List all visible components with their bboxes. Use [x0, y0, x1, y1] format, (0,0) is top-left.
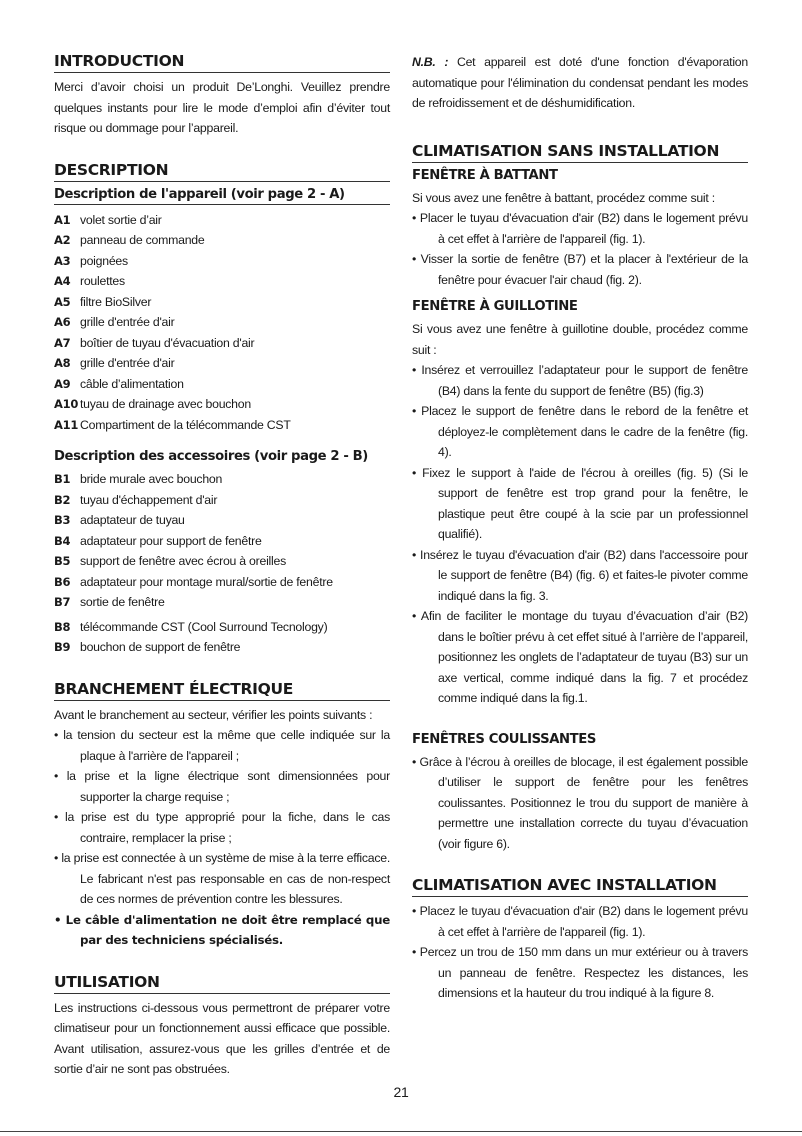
battant-intro: Si vous avez une fenêtre à battant, procédez comme suit : [412, 190, 715, 205]
bullet-item: • Fixez le support à l'aide de l'écrou à oreilles (fig. 5) (Si le support de fenêtre est trop grand pour la fenêtre, le plastique peut être coupé à la scie par un professionnel qualifié). [412, 465, 748, 541]
page-number: 21 [393, 1084, 409, 1100]
sans-installation-heading: CLIMATISATION SANS INSTALLATION [412, 142, 748, 163]
bullet-item: • Insérez et verrouillez l’adaptateur pour le support de fenêtre (B4) dans la fente du support de fenêtre (B5) (fig.3) [412, 363, 748, 398]
list-item: A8 grille d'entrée d'air [54, 356, 175, 370]
list-item: A11 Compartiment de la télécommande CST [54, 417, 291, 432]
list-item: B9 bouchon de support de fenêtre [54, 640, 241, 654]
utilisation-heading: UTILISATION [54, 973, 390, 994]
bullet-item: • la prise et la ligne électrique sont dimensionnées pour supporter la charge requise ; [54, 769, 390, 804]
bullet-item: • Visser la sortie de fenêtre (B7) et la placer à l'extérieur de la fenêtre pour évacuer l'air chaud (fig. 2). [412, 252, 748, 287]
bullet-item: • la prise est connectée à un système de mise à la terre efficace. Le fabricant n'est pas responsable en cas de non-respect de ces normes de prévention contre les blessures. [54, 851, 390, 906]
bullet-item: • Percez un trou de 150 mm dans un mur extérieur ou à travers un panneau de fenêtre. Respectez les distances, les dimensions et la hauteur du trou indiqué à la figure 8. [412, 945, 748, 1000]
branchement-heading: BRANCHEMENT ÉLECTRIQUE [54, 680, 390, 701]
bullet-item: • Grâce à l’écrou à oreilles de blocage, il est également possible d’utiliser le support de fenêtre pour les fenêtres coulissantes. Positionnez le trou du support de manière à permettre une installation correcte du tuyau d’évacuation (voir figure 6). [412, 754, 748, 851]
list-item: B1 bride murale avec bouchon [54, 472, 223, 486]
avec-installation-heading: CLIMATISATION AVEC INSTALLATION [412, 876, 748, 897]
bullet-item: • la tension du secteur est la même que celle indiquée sur la plaque à l'arrière de l'appareil ; [54, 728, 390, 763]
list-item: A1 volet sortie d’air [54, 212, 162, 227]
nb-text: Cet appareil est doté d'une fonction d'évaporation automatique pour l'élimination du condensat pendant les modes de refroidissement et de déshumidification. [412, 55, 748, 110]
intro-heading: INTRODUCTION [54, 52, 390, 73]
appareil-list [54, 210, 390, 436]
description-heading: DESCRIPTION [54, 161, 390, 182]
bottom-divider [0, 1131, 802, 1132]
warning-bullet: • Le câble d'alimentation ne doit être remplacé que par des techniciens spécialisés. [54, 912, 390, 947]
list-item: A7 boîtier de tuyau d'évacuation d'air [54, 335, 255, 350]
list-item: A4 roulettes [54, 274, 125, 288]
coulissantes-subheading: FENÊTRES COULISSANTES [412, 731, 596, 747]
bullet-item: • Placez le support de fenêtre dans le rebord de la fenêtre et déployez-le complètement dans le cadre de la fenêtre (fig. 4). [412, 404, 748, 459]
intro-text: Merci d’avoir choisi un produit De’Longhi. Veuillez prendre quelques instants pour lire le mode d’emploi afin d’éviter tout risque ou dommage pour l’appareil. [54, 80, 390, 135]
utilisation-text: Les instructions ci-dessous vous permettront de préparer votre climatiseur pour un fonctionnement aussi efficace que possible. Avant utilisation, assurez-vous que les grilles d’entrée et de sortie d’air ne sont pas obstruées. [54, 1000, 390, 1076]
list-item: A9 câble d’alimentation [54, 376, 184, 391]
list-item: B2 tuyau d'échappement d'air [54, 492, 218, 507]
guillotine-subheading: FENÊTRE À GUILLOTINE [412, 299, 578, 314]
list-item: B4 adaptateur pour support de fenêtre [54, 533, 262, 548]
accessoires-subheading: Description des accessoires (voir page 2 - B) [54, 449, 368, 464]
nb-note [412, 52, 748, 114]
bullet-item: • la prise est du type approprié pour la fiche, dans le cas contraire, remplacer la prise ; [54, 810, 390, 845]
list-item: A3 poignées [54, 253, 128, 268]
left-column [54, 52, 390, 1080]
list-item: B3 adaptateur de tuyau [54, 513, 185, 527]
list-item: B6 adaptateur pour montage mural/sortie de fenêtre [54, 574, 333, 589]
list-item: A10 tuyau de drainage avec bouchon [54, 397, 251, 411]
list-item: B8 télécommande CST (Cool Surround Tecnology) [54, 619, 328, 634]
guillotine-intro: Si vous avez une fenêtre à guillotine double, procédez comme suit : [412, 322, 748, 357]
appareil-subheading: Description de l'appareil (voir page 2 - A) [54, 186, 390, 205]
list-item: A5 filtre BioSilver [54, 294, 152, 309]
right-column [412, 52, 748, 1004]
bullet-item: • Afin de faciliter le montage du tuyau d’évacuation d’air (B2) dans le boîtier prévu à cet effet situé à l’arrière de l’appareil, positionnez les onglets de l’adaptateur de tuyau (B3) sur un axe vertical, comme indiqué dans la fig. 7 et procédez comme indiqué dans la fig.1. [412, 609, 748, 705]
list-item: A6 grille d'entrée d'air [54, 315, 175, 329]
nb-label: N.B. : [412, 55, 449, 69]
accessoires-list [54, 469, 390, 658]
bullet-item: • Placer le tuyau d'évacuation d'air (B2) dans le logement prévu à cet effet à l'arrière de l'appareil (fig. 1). [412, 211, 748, 246]
bullet-item: • Insérez le tuyau d'évacuation d'air (B2) dans l'accessoire pour le support de fenêtre (B4) (fig. 6) et faites-le pivoter comme indiqué dans la fig. 3. [412, 547, 748, 603]
branchement-intro: Avant le branchement au secteur, vérifier les points suivants : [54, 707, 373, 722]
battant-subheading: FENÊTRE À BATTANT [412, 167, 558, 183]
list-item: B7 sortie de fenêtre [54, 595, 165, 609]
list-item: A2 panneau de commande [54, 233, 205, 247]
bullet-item: • Placez le tuyau d'évacuation d'air (B2) dans le logement prévu à cet effet à l'arrière de l'appareil (fig. 1). [412, 904, 748, 939]
list-item: B5 support de fenêtre avec écrou à oreilles [54, 554, 287, 568]
